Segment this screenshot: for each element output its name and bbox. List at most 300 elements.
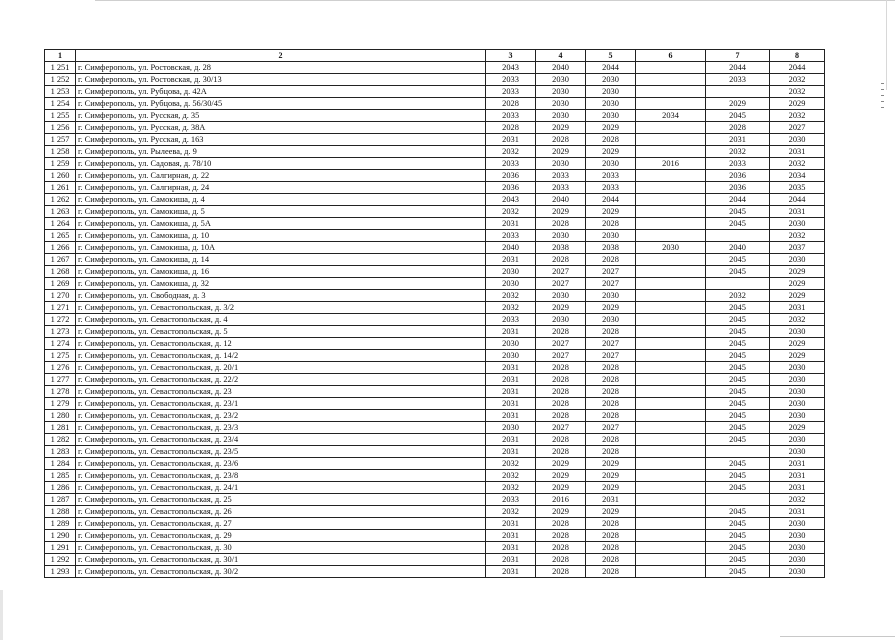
year-cell-6 — [636, 422, 706, 434]
year-cell-6 — [636, 182, 706, 194]
year-cell-3: 2031 — [486, 554, 536, 566]
year-cell-6 — [636, 446, 706, 458]
year-cell-3: 2030 — [486, 338, 536, 350]
year-cell-8: 2030 — [770, 398, 825, 410]
year-cell-5: 2028 — [586, 566, 636, 578]
year-cell-5: 2028 — [586, 386, 636, 398]
table-row — [45, 110, 825, 122]
row-number: 1 261 — [45, 182, 76, 194]
year-cell-3: 2032 — [486, 506, 536, 518]
year-cell-5: 2033 — [586, 182, 636, 194]
address-cell: г. Симферополь, ул. Салгирная, д. 22 — [76, 170, 486, 182]
address-cell: г. Симферополь, ул. Севастопольская, д. 26 — [76, 506, 486, 518]
table-row — [45, 194, 825, 206]
year-cell-8: 2044 — [770, 194, 825, 206]
year-cell-7: 2045 — [706, 206, 770, 218]
year-cell-8: 2032 — [770, 230, 825, 242]
year-cell-7: 2045 — [706, 422, 770, 434]
year-cell-4: 2029 — [536, 470, 586, 482]
year-cell-3: 2031 — [486, 518, 536, 530]
row-number: 1 284 — [45, 458, 76, 470]
address-cell: г. Симферополь, ул. Севастопольская, д. 5 — [76, 326, 486, 338]
address-cell: г. Симферополь, ул. Севастопольская, д. 25 — [76, 494, 486, 506]
year-cell-3: 2031 — [486, 134, 536, 146]
table-row — [45, 494, 825, 506]
year-cell-8: 2030 — [770, 326, 825, 338]
column-header: 4 — [536, 50, 586, 62]
year-cell-5: 2027 — [586, 350, 636, 362]
year-cell-4: 2033 — [536, 182, 586, 194]
table-row — [45, 350, 825, 362]
table-row — [45, 374, 825, 386]
year-cell-6 — [636, 98, 706, 110]
year-cell-3: 2031 — [486, 254, 536, 266]
year-cell-8: 2030 — [770, 518, 825, 530]
row-number: 1 288 — [45, 506, 76, 518]
address-cell: г. Симферополь, ул. Севастопольская, д. 4 — [76, 314, 486, 326]
year-cell-6 — [636, 566, 706, 578]
year-cell-5: 2038 — [586, 242, 636, 254]
table-row — [45, 434, 825, 446]
year-cell-6 — [636, 74, 706, 86]
address-cell: г. Симферополь, ул. Самокиша, д. 5А — [76, 218, 486, 230]
year-cell-5: 2027 — [586, 266, 636, 278]
table-row — [45, 278, 825, 290]
year-cell-6 — [636, 410, 706, 422]
table-row — [45, 338, 825, 350]
year-cell-7: 2028 — [706, 122, 770, 134]
table-row — [45, 266, 825, 278]
year-cell-5: 2028 — [586, 410, 636, 422]
year-cell-7 — [706, 278, 770, 290]
year-cell-4: 2028 — [536, 530, 586, 542]
year-cell-7: 2045 — [706, 314, 770, 326]
year-cell-7: 2045 — [706, 554, 770, 566]
address-cell: г. Симферополь, ул. Русская, д. 163 — [76, 134, 486, 146]
row-number: 1 266 — [45, 242, 76, 254]
year-cell-5: 2028 — [586, 434, 636, 446]
address-cell: г. Симферополь, ул. Русская, д. 35 — [76, 110, 486, 122]
row-number: 1 281 — [45, 422, 76, 434]
row-number: 1 273 — [45, 326, 76, 338]
year-cell-3: 2032 — [486, 290, 536, 302]
year-cell-4: 2028 — [536, 518, 586, 530]
year-cell-3: 2033 — [486, 158, 536, 170]
year-cell-5: 2028 — [586, 254, 636, 266]
year-cell-3: 2033 — [486, 494, 536, 506]
address-cell: г. Симферополь, ул. Севастопольская, д. 23/4 — [76, 434, 486, 446]
year-cell-8: 2031 — [770, 302, 825, 314]
table-row — [45, 482, 825, 494]
year-cell-7 — [706, 494, 770, 506]
year-cell-8: 2032 — [770, 86, 825, 98]
year-cell-7: 2045 — [706, 458, 770, 470]
year-cell-4: 2028 — [536, 386, 586, 398]
year-cell-5: 2028 — [586, 134, 636, 146]
year-cell-6 — [636, 470, 706, 482]
address-cell: г. Симферополь, ул. Севастопольская, д. 23/6 — [76, 458, 486, 470]
year-cell-7: 2040 — [706, 242, 770, 254]
row-number: 1 257 — [45, 134, 76, 146]
column-header: 7 — [706, 50, 770, 62]
table-row — [45, 86, 825, 98]
year-cell-5: 2029 — [586, 470, 636, 482]
margin-marks — [878, 78, 888, 128]
year-cell-7: 2045 — [706, 530, 770, 542]
year-cell-7: 2045 — [706, 410, 770, 422]
table-row — [45, 230, 825, 242]
year-cell-6 — [636, 86, 706, 98]
year-cell-8: 2027 — [770, 122, 825, 134]
year-cell-4: 2028 — [536, 326, 586, 338]
year-cell-6 — [636, 362, 706, 374]
address-cell: г. Симферополь, ул. Севастопольская, д. 23/5 — [76, 446, 486, 458]
year-cell-3: 2030 — [486, 422, 536, 434]
year-cell-6 — [636, 326, 706, 338]
year-cell-8: 2030 — [770, 218, 825, 230]
year-cell-4: 2030 — [536, 290, 586, 302]
row-number: 1 269 — [45, 278, 76, 290]
year-cell-8: 2030 — [770, 254, 825, 266]
year-cell-3: 2032 — [486, 482, 536, 494]
year-cell-8: 2032 — [770, 74, 825, 86]
year-cell-6 — [636, 506, 706, 518]
year-cell-4: 2029 — [536, 506, 586, 518]
year-cell-6 — [636, 542, 706, 554]
year-cell-3: 2031 — [486, 362, 536, 374]
year-cell-7: 2045 — [706, 326, 770, 338]
address-cell: г. Симферополь, ул. Севастопольская, д. 20/1 — [76, 362, 486, 374]
address-cell: г. Симферополь, ул. Садовая, д. 78/10 — [76, 158, 486, 170]
year-cell-8: 2029 — [770, 350, 825, 362]
year-cell-5: 2044 — [586, 62, 636, 74]
year-cell-4: 2028 — [536, 218, 586, 230]
year-cell-3: 2028 — [486, 122, 536, 134]
year-cell-7: 2045 — [706, 362, 770, 374]
year-cell-7: 2045 — [706, 434, 770, 446]
year-cell-7 — [706, 446, 770, 458]
row-number: 1 262 — [45, 194, 76, 206]
year-cell-3: 2036 — [486, 170, 536, 182]
table-row — [45, 530, 825, 542]
row-number: 1 255 — [45, 110, 76, 122]
year-cell-4: 2027 — [536, 266, 586, 278]
row-number: 1 292 — [45, 554, 76, 566]
table-row — [45, 170, 825, 182]
year-cell-6 — [636, 134, 706, 146]
year-cell-6 — [636, 290, 706, 302]
year-cell-4: 2033 — [536, 170, 586, 182]
row-number: 1 293 — [45, 566, 76, 578]
year-cell-3: 2033 — [486, 86, 536, 98]
column-header: 5 — [586, 50, 636, 62]
year-cell-8: 2031 — [770, 146, 825, 158]
table-row — [45, 182, 825, 194]
year-cell-3: 2031 — [486, 446, 536, 458]
year-cell-6: 2030 — [636, 242, 706, 254]
year-cell-8: 2035 — [770, 182, 825, 194]
table-row — [45, 302, 825, 314]
year-cell-7: 2045 — [706, 254, 770, 266]
scan-left-edge — [0, 590, 3, 640]
year-cell-4: 2030 — [536, 314, 586, 326]
year-cell-6 — [636, 518, 706, 530]
year-cell-5: 2028 — [586, 446, 636, 458]
year-cell-7: 2045 — [706, 566, 770, 578]
year-cell-4: 2029 — [536, 122, 586, 134]
year-cell-6 — [636, 314, 706, 326]
table-row — [45, 206, 825, 218]
year-cell-4: 2029 — [536, 458, 586, 470]
address-cell: г. Симферополь, ул. Рубцова, д. 42А — [76, 86, 486, 98]
table-row — [45, 398, 825, 410]
year-cell-5: 2031 — [586, 494, 636, 506]
year-cell-7: 2032 — [706, 146, 770, 158]
row-number: 1 290 — [45, 530, 76, 542]
year-cell-8: 2030 — [770, 134, 825, 146]
year-cell-4: 2027 — [536, 422, 586, 434]
year-cell-7: 2045 — [706, 350, 770, 362]
year-cell-4: 2030 — [536, 230, 586, 242]
year-cell-4: 2030 — [536, 110, 586, 122]
address-cell: г. Симферополь, ул. Севастопольская, д. 23/2 — [76, 410, 486, 422]
table-row — [45, 218, 825, 230]
scan-bottom-edge — [780, 636, 895, 637]
year-cell-3: 2030 — [486, 350, 536, 362]
year-cell-6 — [636, 278, 706, 290]
year-cell-6 — [636, 374, 706, 386]
year-cell-4: 2028 — [536, 134, 586, 146]
row-number: 1 267 — [45, 254, 76, 266]
year-cell-6 — [636, 350, 706, 362]
year-cell-4: 2030 — [536, 158, 586, 170]
year-cell-5: 2029 — [586, 482, 636, 494]
year-cell-7: 2045 — [706, 506, 770, 518]
year-cell-8: 2031 — [770, 206, 825, 218]
year-cell-6 — [636, 254, 706, 266]
row-number: 1 256 — [45, 122, 76, 134]
year-cell-8: 2030 — [770, 554, 825, 566]
year-cell-6 — [636, 122, 706, 134]
year-cell-6 — [636, 338, 706, 350]
year-cell-5: 2030 — [586, 74, 636, 86]
row-number: 1 264 — [45, 218, 76, 230]
year-cell-7: 2045 — [706, 266, 770, 278]
year-cell-5: 2030 — [586, 86, 636, 98]
year-cell-5: 2029 — [586, 302, 636, 314]
year-cell-3: 2031 — [486, 434, 536, 446]
year-cell-8: 2029 — [770, 98, 825, 110]
address-cell: г. Симферополь, ул. Севастопольская, д. 30/2 — [76, 566, 486, 578]
year-cell-5: 2029 — [586, 206, 636, 218]
housing-register-table — [44, 49, 825, 578]
year-cell-7: 2045 — [706, 542, 770, 554]
table-row — [45, 542, 825, 554]
address-cell: г. Симферополь, ул. Севастопольская, д. 12 — [76, 338, 486, 350]
address-cell: г. Симферополь, ул. Севастопольская, д. 30 — [76, 542, 486, 554]
year-cell-6 — [636, 218, 706, 230]
address-cell: г. Симферополь, ул. Севастопольская, д. 23 — [76, 386, 486, 398]
year-cell-8: 2029 — [770, 422, 825, 434]
row-number: 1 277 — [45, 374, 76, 386]
year-cell-4: 2030 — [536, 86, 586, 98]
year-cell-5: 2030 — [586, 314, 636, 326]
year-cell-8: 2031 — [770, 458, 825, 470]
row-number: 1 268 — [45, 266, 76, 278]
year-cell-6 — [636, 230, 706, 242]
year-cell-8: 2031 — [770, 482, 825, 494]
year-cell-3: 2031 — [486, 218, 536, 230]
table-row — [45, 326, 825, 338]
row-number: 1 265 — [45, 230, 76, 242]
row-number: 1 253 — [45, 86, 76, 98]
year-cell-8: 2031 — [770, 470, 825, 482]
row-number: 1 287 — [45, 494, 76, 506]
column-header: 2 — [76, 50, 486, 62]
year-cell-4: 2030 — [536, 98, 586, 110]
year-cell-3: 2028 — [486, 98, 536, 110]
year-cell-3: 2032 — [486, 458, 536, 470]
row-number: 1 258 — [45, 146, 76, 158]
year-cell-7: 2036 — [706, 170, 770, 182]
table-row — [45, 422, 825, 434]
row-number: 1 254 — [45, 98, 76, 110]
column-header: 1 — [45, 50, 76, 62]
address-cell: г. Симферополь, ул. Рылеева, д. 9 — [76, 146, 486, 158]
year-cell-8: 2030 — [770, 374, 825, 386]
row-number: 1 291 — [45, 542, 76, 554]
year-cell-5: 2030 — [586, 290, 636, 302]
address-cell: г. Симферополь, ул. Самокиша, д. 16 — [76, 266, 486, 278]
year-cell-7: 2045 — [706, 386, 770, 398]
address-cell: г. Симферополь, ул. Салгирная, д. 24 — [76, 182, 486, 194]
column-header: 6 — [636, 50, 706, 62]
row-number: 1 289 — [45, 518, 76, 530]
year-cell-6 — [636, 206, 706, 218]
year-cell-8: 2030 — [770, 542, 825, 554]
year-cell-5: 2028 — [586, 398, 636, 410]
year-cell-3: 2032 — [486, 146, 536, 158]
year-cell-5: 2029 — [586, 122, 636, 134]
year-cell-8: 2030 — [770, 386, 825, 398]
row-number: 1 270 — [45, 290, 76, 302]
row-number: 1 275 — [45, 350, 76, 362]
year-cell-7: 2045 — [706, 110, 770, 122]
year-cell-6 — [636, 482, 706, 494]
year-cell-3: 2031 — [486, 530, 536, 542]
row-number: 1 274 — [45, 338, 76, 350]
year-cell-3: 2031 — [486, 542, 536, 554]
row-number: 1 260 — [45, 170, 76, 182]
table-row — [45, 518, 825, 530]
year-cell-7: 2044 — [706, 62, 770, 74]
table-row — [45, 122, 825, 134]
year-cell-5: 2044 — [586, 194, 636, 206]
year-cell-4: 2028 — [536, 566, 586, 578]
year-cell-6 — [636, 266, 706, 278]
scan-right-edge — [886, 0, 887, 90]
year-cell-4: 2028 — [536, 254, 586, 266]
year-cell-8: 2032 — [770, 110, 825, 122]
year-cell-7: 2045 — [706, 338, 770, 350]
year-cell-3: 2043 — [486, 62, 536, 74]
year-cell-4: 2029 — [536, 302, 586, 314]
year-cell-5: 2028 — [586, 362, 636, 374]
table-row — [45, 254, 825, 266]
year-cell-4: 2028 — [536, 446, 586, 458]
year-cell-6 — [636, 302, 706, 314]
year-cell-4: 2028 — [536, 362, 586, 374]
year-cell-6 — [636, 434, 706, 446]
table-row — [45, 314, 825, 326]
table-row — [45, 242, 825, 254]
year-cell-4: 2040 — [536, 194, 586, 206]
year-cell-7: 2045 — [706, 482, 770, 494]
year-cell-4: 2040 — [536, 62, 586, 74]
year-cell-7: 2045 — [706, 218, 770, 230]
year-cell-4: 2028 — [536, 398, 586, 410]
table-row — [45, 470, 825, 482]
year-cell-5: 2028 — [586, 554, 636, 566]
year-cell-8: 2032 — [770, 158, 825, 170]
address-cell: г. Симферополь, ул. Севастопольская, д. 22/2 — [76, 374, 486, 386]
year-cell-3: 2032 — [486, 470, 536, 482]
year-cell-7: 2045 — [706, 302, 770, 314]
year-cell-4: 2028 — [536, 434, 586, 446]
year-cell-3: 2031 — [486, 566, 536, 578]
row-number: 1 285 — [45, 470, 76, 482]
year-cell-5: 2030 — [586, 158, 636, 170]
year-cell-5: 2028 — [586, 542, 636, 554]
address-cell: г. Симферополь, ул. Рубцова, д. 56/30/45 — [76, 98, 486, 110]
year-cell-3: 2031 — [486, 326, 536, 338]
row-number: 1 283 — [45, 446, 76, 458]
year-cell-6 — [636, 398, 706, 410]
row-number: 1 263 — [45, 206, 76, 218]
year-cell-7: 2044 — [706, 194, 770, 206]
year-cell-4: 2028 — [536, 554, 586, 566]
year-cell-3: 2033 — [486, 230, 536, 242]
year-cell-5: 2033 — [586, 170, 636, 182]
table-row — [45, 134, 825, 146]
table-row — [45, 566, 825, 578]
year-cell-7: 2036 — [706, 182, 770, 194]
year-cell-6 — [636, 194, 706, 206]
table-row — [45, 98, 825, 110]
year-cell-3: 2031 — [486, 398, 536, 410]
row-number: 1 286 — [45, 482, 76, 494]
address-cell: г. Симферополь, ул. Самокиша, д. 5 — [76, 206, 486, 218]
year-cell-3: 2031 — [486, 410, 536, 422]
year-cell-5: 2030 — [586, 230, 636, 242]
year-cell-6 — [636, 170, 706, 182]
year-cell-3: 2032 — [486, 206, 536, 218]
year-cell-8: 2029 — [770, 278, 825, 290]
year-cell-7: 2045 — [706, 398, 770, 410]
address-cell: г. Симферополь, ул. Севастопольская, д. 3/2 — [76, 302, 486, 314]
year-cell-3: 2043 — [486, 194, 536, 206]
year-cell-5: 2028 — [586, 530, 636, 542]
year-cell-5: 2029 — [586, 506, 636, 518]
scan-top-edge — [95, 0, 895, 1]
year-cell-6 — [636, 494, 706, 506]
table-row — [45, 410, 825, 422]
year-cell-7: 2032 — [706, 290, 770, 302]
year-cell-3: 2033 — [486, 74, 536, 86]
year-cell-6 — [636, 62, 706, 74]
year-cell-7: 2029 — [706, 98, 770, 110]
table-row — [45, 62, 825, 74]
